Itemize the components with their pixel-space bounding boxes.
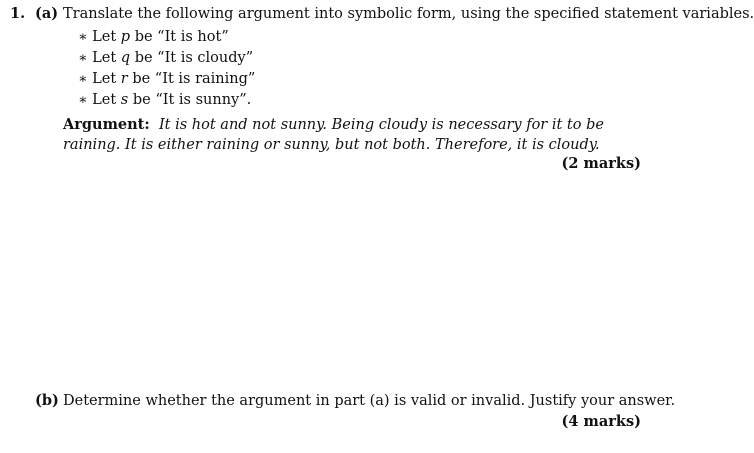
question-number: 1. [10, 5, 26, 22]
bullet-star-icon: ∗ [78, 92, 88, 108]
argument-label: Argument: [63, 116, 150, 133]
argument-text: It is hot and not sunny. Being cloudy is necessary for it to be raining. It is either raining or sunny, but not both. Therefore, it is cloudy. [63, 117, 604, 153]
part-b-label: (b) [35, 392, 59, 409]
argument-paragraph [63, 115, 645, 155]
part-b-text: Determine whether the argument in part (a) is valid or invalid. Justify your answer. [63, 393, 676, 409]
part-a-marks: (2 marks) [561, 155, 641, 172]
part-b-marks: (4 marks) [561, 413, 641, 430]
bullet-star-icon: ∗ [78, 29, 88, 45]
bullet-star-icon: ∗ [78, 71, 88, 87]
part-a-intro: Translate the following argument into symbolic form, using the specified statement variables. [63, 6, 754, 22]
variable-item: ∗ Let q be “It is cloudy” [78, 50, 254, 66]
part-a-label: (a) [35, 5, 59, 22]
variable-item: ∗ Let r be “It is raining” [78, 71, 256, 87]
variable-item: ∗ Let s be “It is sunny”. [78, 92, 252, 108]
bullet-star-icon: ∗ [78, 50, 88, 66]
variable-item: ∗ Let p be “It is hot” [78, 29, 229, 45]
